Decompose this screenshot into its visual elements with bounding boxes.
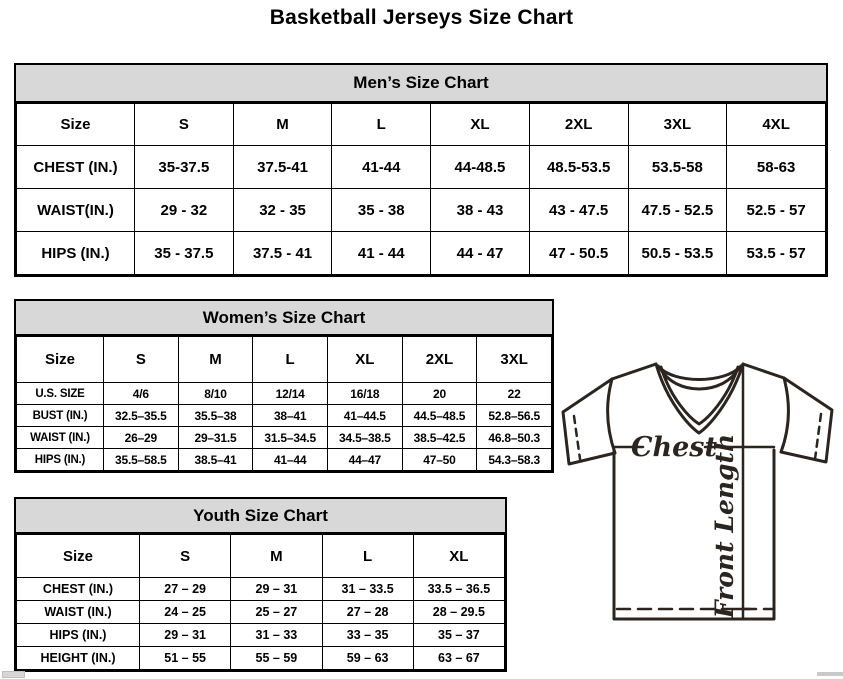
size-value-cell: 28 – 29.5	[413, 601, 504, 624]
table-row	[17, 578, 505, 601]
size-value-cell: 4/6	[104, 383, 179, 405]
row-label: CHEST (IN.)	[17, 146, 135, 189]
column-header: L	[332, 104, 431, 146]
size-value-cell: 27 – 29	[140, 578, 231, 601]
youth-size-chart	[14, 497, 507, 672]
size-value-cell: 29 – 31	[140, 624, 231, 647]
size-value-cell: 31 – 33	[231, 624, 322, 647]
row-label: BUST (IN.)	[17, 405, 104, 427]
size-value-cell: 37.5 - 41	[233, 232, 332, 275]
jersey-armhole-icon	[781, 378, 788, 452]
size-value-cell: 38.5–41	[178, 449, 253, 471]
jersey-stitch-icon	[574, 416, 580, 459]
size-value-cell: 41–44	[253, 449, 328, 471]
column-header: 3XL	[477, 337, 552, 383]
size-header-row	[17, 337, 552, 383]
table-row	[17, 232, 826, 275]
size-value-cell: 59 – 63	[322, 647, 413, 670]
table-row	[17, 189, 826, 232]
size-value-cell: 29 – 31	[231, 578, 322, 601]
size-value-cell: 53.5-58	[628, 146, 727, 189]
table-row	[17, 146, 826, 189]
page-title: Basketball Jerseys Size Chart	[269, 6, 574, 29]
size-value-cell: 37.5-41	[233, 146, 332, 189]
column-header: XL	[413, 535, 504, 578]
size-value-cell: 53.5 - 57	[727, 232, 826, 275]
mens-size-chart	[14, 63, 828, 277]
size-value-cell: 29–31.5	[178, 427, 253, 449]
size-value-cell: 35 – 37	[413, 624, 504, 647]
column-header: 2XL	[402, 337, 477, 383]
horizontal-scrollbar-thumb[interactable]	[2, 671, 25, 678]
size-value-cell: 33.5 – 36.5	[413, 578, 504, 601]
row-label: HIPS (IN.)	[17, 449, 104, 471]
size-value-cell: 35.5–58.5	[104, 449, 179, 471]
size-value-cell: 12/14	[253, 383, 328, 405]
row-label: WAIST (IN.)	[17, 601, 140, 624]
size-value-cell: 46.8–50.3	[477, 427, 552, 449]
size-value-cell: 43 - 47.5	[529, 189, 628, 232]
table-row	[17, 449, 552, 471]
size-value-cell: 34.5–38.5	[327, 427, 402, 449]
size-value-cell: 63 – 67	[413, 647, 504, 670]
row-label: WAIST(IN.)	[17, 189, 135, 232]
size-value-cell: 44 - 47	[431, 232, 530, 275]
size-value-cell: 58-63	[727, 146, 826, 189]
column-header: 4XL	[727, 104, 826, 146]
size-value-cell: 22	[477, 383, 552, 405]
column-header: 2XL	[529, 104, 628, 146]
size-value-cell: 38–41	[253, 405, 328, 427]
row-label: HEIGHT (IN.)	[17, 647, 140, 670]
row-label: HIPS (IN.)	[17, 624, 140, 647]
size-value-cell: 52.8–56.5	[477, 405, 552, 427]
column-header: Size	[17, 337, 104, 383]
horizontal-scrollbar-track[interactable]	[817, 672, 843, 676]
size-value-cell: 35 - 38	[332, 189, 431, 232]
jersey-stitch-icon	[815, 414, 821, 459]
size-value-cell: 31.5–34.5	[253, 427, 328, 449]
size-value-cell: 35-37.5	[135, 146, 234, 189]
size-value-cell: 20	[402, 383, 477, 405]
column-header: Size	[17, 104, 135, 146]
size-value-cell: 38.5–42.5	[402, 427, 477, 449]
row-label: HIPS (IN.)	[17, 232, 135, 275]
column-header: M	[233, 104, 332, 146]
size-value-cell: 25 – 27	[231, 601, 322, 624]
column-header: Size	[17, 535, 140, 578]
chest-label: Chest	[631, 432, 717, 463]
size-value-cell: 47.5 - 52.5	[628, 189, 727, 232]
size-value-cell: 29 - 32	[135, 189, 234, 232]
size-value-cell: 48.5-53.5	[529, 146, 628, 189]
size-value-cell: 24 – 25	[140, 601, 231, 624]
column-header: M	[231, 535, 322, 578]
size-value-cell: 41 - 44	[332, 232, 431, 275]
size-value-cell: 55 – 59	[231, 647, 322, 670]
youth-size-table	[16, 534, 505, 670]
youth-size-chart-title: Youth Size Chart	[16, 499, 505, 534]
table-row	[17, 383, 552, 405]
size-header-row	[17, 104, 826, 146]
column-header: S	[135, 104, 234, 146]
size-value-cell: 44-48.5	[431, 146, 530, 189]
column-header: L	[253, 337, 328, 383]
size-value-cell: 51 – 55	[140, 647, 231, 670]
size-value-cell: 32 - 35	[233, 189, 332, 232]
column-header: S	[140, 535, 231, 578]
column-header: L	[322, 535, 413, 578]
jersey-armhole-icon	[608, 379, 615, 453]
size-value-cell: 41-44	[332, 146, 431, 189]
size-value-cell: 47 - 50.5	[529, 232, 628, 275]
jersey-measurement-diagram	[553, 358, 843, 626]
size-value-cell: 31 – 33.5	[322, 578, 413, 601]
size-value-cell: 44–47	[327, 449, 402, 471]
size-value-cell: 35 - 37.5	[135, 232, 234, 275]
row-label: U.S. SIZE	[17, 383, 104, 405]
jersey-collar-icon	[658, 366, 741, 380]
size-value-cell: 47–50	[402, 449, 477, 471]
size-value-cell: 35.5–38	[178, 405, 253, 427]
size-value-cell: 33 – 35	[322, 624, 413, 647]
womens-size-table	[16, 336, 552, 471]
size-value-cell: 52.5 - 57	[727, 189, 826, 232]
size-value-cell: 8/10	[178, 383, 253, 405]
size-value-cell: 16/18	[327, 383, 402, 405]
column-header: XL	[431, 104, 530, 146]
row-label: WAIST (IN.)	[17, 427, 104, 449]
table-row	[17, 405, 552, 427]
front-length-label: Front Length	[710, 433, 739, 619]
table-row	[17, 601, 505, 624]
mens-size-table	[16, 103, 826, 275]
jersey-shoulder-icon	[612, 364, 656, 379]
column-header: S	[104, 337, 179, 383]
table-row	[17, 624, 505, 647]
row-label: CHEST (IN.)	[17, 578, 140, 601]
size-value-cell: 27 – 28	[322, 601, 413, 624]
size-value-cell: 32.5–35.5	[104, 405, 179, 427]
mens-size-chart-title: Men’s Size Chart	[16, 65, 826, 103]
jersey-shoulder-icon	[743, 364, 784, 378]
size-value-cell: 41–44.5	[327, 405, 402, 427]
column-header: 3XL	[628, 104, 727, 146]
size-header-row	[17, 535, 505, 578]
womens-size-chart-title: Women’s Size Chart	[16, 301, 552, 336]
column-header: XL	[327, 337, 402, 383]
size-value-cell: 50.5 - 53.5	[628, 232, 727, 275]
womens-size-chart	[14, 299, 554, 473]
size-value-cell: 44.5–48.5	[402, 405, 477, 427]
column-header: M	[178, 337, 253, 383]
jersey-body-icon	[614, 450, 774, 619]
table-row	[17, 647, 505, 670]
table-row	[17, 427, 552, 449]
size-value-cell: 26–29	[104, 427, 179, 449]
size-value-cell: 54.3–58.3	[477, 449, 552, 471]
size-value-cell: 38 - 43	[431, 189, 530, 232]
